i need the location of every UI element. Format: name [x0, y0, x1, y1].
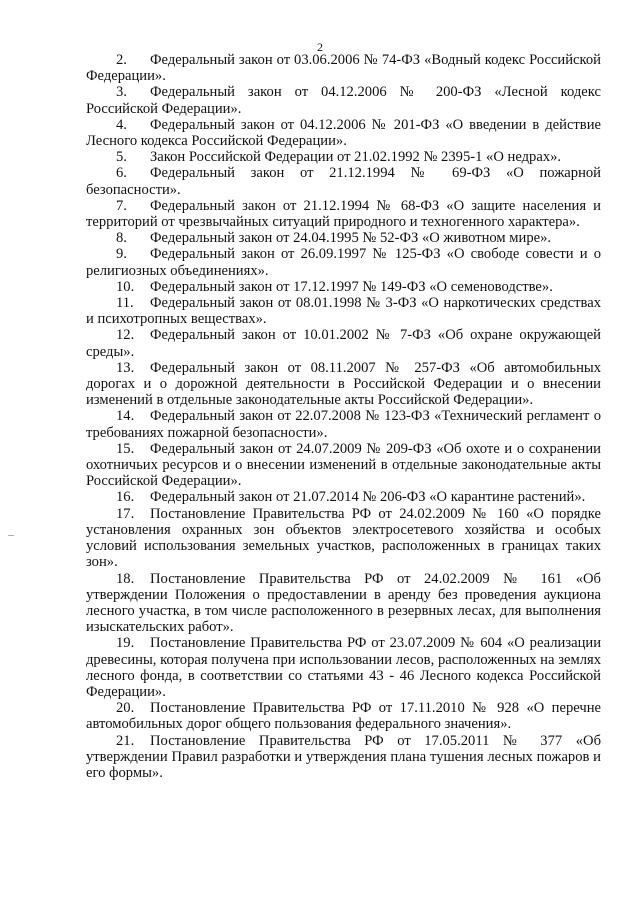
- item-text: Федеральный закон от 04.12.2006 № 201-ФЗ «О введении в действие Лесного кодекса Российской Федерации».: [86, 116, 601, 150]
- item-number: 2.: [116, 52, 127, 68]
- list-item: [86, 84, 601, 116]
- item-text: Федеральный закон от 10.01.2002 № 7-ФЗ «Об охране окружающей среды».: [86, 327, 601, 360]
- item-number: 14.: [116, 408, 135, 425]
- item-text: Федеральный закон от 17.12.1997 № 149-ФЗ «О семеноводстве».: [150, 278, 553, 295]
- item-number: 11.: [116, 295, 134, 312]
- item-text: Закон Российской Федерации от 21.02.1992 № 2395-1 «О недрах».: [150, 149, 562, 166]
- item-number: 4.: [116, 116, 127, 133]
- list-item: [86, 733, 601, 782]
- item-number: 20.: [116, 700, 135, 717]
- list-item: [86, 408, 601, 440]
- item-number: 10.: [116, 278, 135, 295]
- item-text: Федеральный закон от 21.12.1994 № 69-ФЗ «О пожарной безопасности».: [86, 165, 601, 198]
- item-number: 5.: [116, 149, 127, 166]
- list-item: [86, 165, 601, 197]
- list-item: [86, 246, 601, 278]
- list-item: [86, 149, 601, 165]
- list-item: [86, 279, 601, 295]
- list-item: [86, 489, 601, 505]
- item-text: Постановление Правительства РФ от 23.07.2009 № 604 «О реализации древесины, которая получена при использовании лесов, расположенных на землях лесного фонда, в соответствии со статьями 43 - 46 Лесного кодекса Российской Федерации».: [86, 635, 601, 700]
- list-item: [86, 52, 601, 84]
- list-item: [86, 198, 601, 230]
- item-number: 6.: [116, 165, 127, 182]
- item-number: 3.: [116, 84, 127, 101]
- item-text: Федеральный закон от 21.07.2014 № 206-ФЗ «О карантине растений».: [150, 489, 586, 506]
- item-text: Постановление Правительства РФ от 24.02.2009 № 161 «Об утверждении Положения о предоставлении в аренду без проведения аукциона лесного участка, в том числе расположенного в резервных лесах, для выполнения изыскательских работ».: [86, 570, 601, 636]
- item-number: 13.: [116, 359, 135, 376]
- item-number: 15.: [116, 440, 135, 457]
- item-number: 9.: [116, 246, 127, 263]
- item-number: 7.: [116, 197, 127, 214]
- list-item: [86, 571, 601, 636]
- item-text: Федеральный закон от 04.12.2006 № 200-ФЗ «Лесной кодекс Российской Федерации».: [86, 84, 601, 117]
- item-number: 8.: [116, 230, 127, 247]
- list-item: [86, 117, 601, 149]
- scan-artifact-mark: [8, 535, 14, 536]
- item-text: Федеральный закон от 08.11.2007 № 257-ФЗ «Об автомобильных дорогах и о дорожной деятельности в Российской Федерации и о внесении изменений в отдельные законодательные акты Российской Федерации».: [86, 359, 601, 409]
- list-item: [86, 360, 601, 409]
- list-item: [86, 506, 601, 571]
- item-number: 19.: [116, 635, 135, 652]
- item-number: 16.: [116, 489, 135, 506]
- item-text: Федеральный закон от 26.09.1997 № 125-ФЗ «О свободе совести и о религиозных объединениях».: [86, 246, 601, 279]
- list-item: [86, 700, 601, 732]
- item-text: Федеральный закон от 03.06.2006 № 74-ФЗ «Водный кодекс Российской Федерации».: [86, 52, 601, 85]
- legal-acts-list: [86, 52, 601, 781]
- item-text: Федеральный закон от 21.12.1994 № 68-ФЗ «О защите населения и территорий от чрезвычайных ситуаций природного и техногенного характера».: [86, 197, 601, 231]
- item-number: 21.: [116, 732, 135, 749]
- page-number: 2: [317, 40, 323, 54]
- list-item: [86, 327, 601, 359]
- item-text: Федеральный закон от 22.07.2008 № 123-ФЗ «Технический регламент о требованиях пожарной безопасности».: [86, 408, 601, 441]
- item-text: Федеральный закон от 08.01.1998 № 3-ФЗ «О наркотических средствах и психотропных веществах».: [86, 295, 601, 328]
- item-text: Федеральный закон от 24.04.1995 № 52-ФЗ «О животном мире».: [150, 230, 552, 247]
- item-text: Постановление Правительства РФ от 17.11.2010 № 928 «О перечне автомобильных дорог общего пользования федерального значения».: [86, 700, 601, 733]
- list-item: [86, 635, 601, 700]
- item-number: 12.: [116, 327, 135, 344]
- list-item: [86, 230, 601, 246]
- item-number: 17.: [116, 505, 135, 522]
- item-text: Постановление Правительства РФ от 24.02.2009 № 160 «О порядке установления охранных зон объектов электросетевого хозяйства и особых условий использования земельных участков, расположенных в границах таких зон».: [86, 505, 601, 571]
- item-text: Постановление Правительства РФ от 17.05.2011 № 377 «Об утверждении Правил разработки и утверждения плана тушения лесных пожаров и его формы».: [86, 732, 601, 781]
- item-number: 18.: [116, 570, 135, 587]
- list-item: [86, 295, 601, 327]
- list-item: [86, 441, 601, 490]
- item-text: Федеральный закон от 24.07.2009 № 209-ФЗ «Об охоте и о сохранении охотничьих ресурсов и о внесении изменений в отдельные законодательные акты Российской Федерации».: [86, 440, 601, 490]
